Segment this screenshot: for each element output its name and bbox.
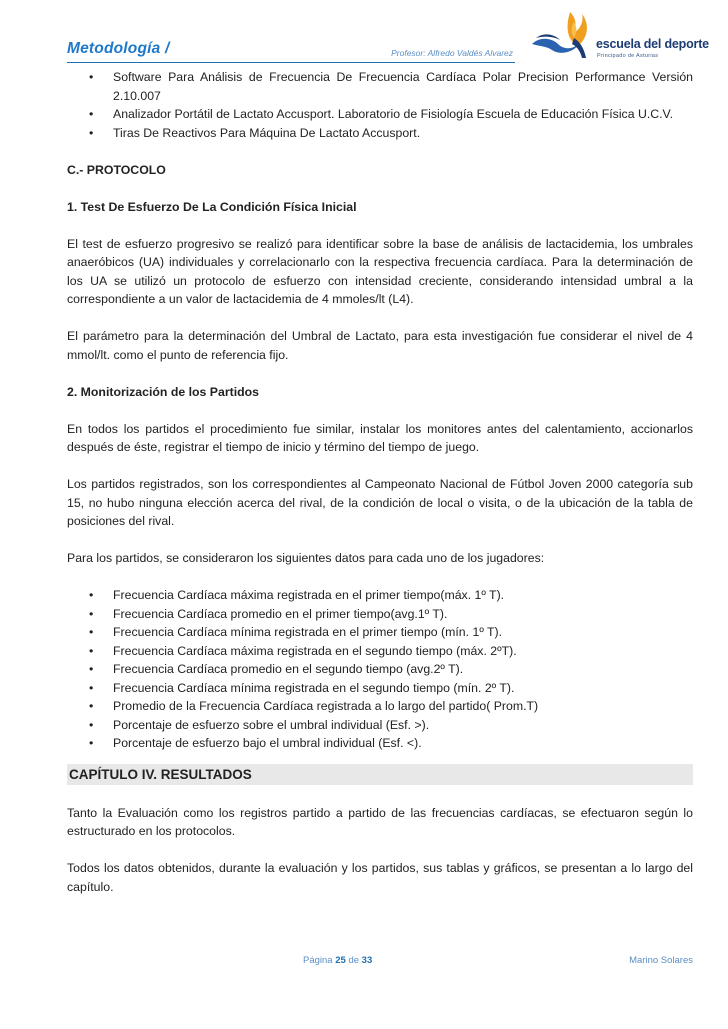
page-header — [67, 40, 515, 63]
bullet-icon: • — [89, 717, 94, 732]
bullet-icon: • — [89, 125, 94, 140]
document-body — [67, 68, 693, 896]
chapter-heading: CAPÍTULO IV. RESULTADOS — [67, 764, 693, 786]
paragraph: Para los partidos, se consideraron los siguientes datos para cada uno de los jugadores: — [67, 551, 545, 565]
bullet-icon: • — [89, 606, 94, 621]
paragraph: Tanto la Evaluación como los registros partido a partido de las frecuencias cardíacas, se efectuaron según lo estructurado en los protocolos. — [67, 805, 693, 838]
paragraph: Todos los datos obtenidos, durante la evaluación y los partidos, sus tablas y gráficos, se presentan a lo largo del capítulo. — [67, 861, 693, 894]
footer-author: Marino Solares — [629, 955, 693, 966]
list-item: • Frecuencia Cardíaca promedio en el segundo tiempo (avg.2º T). — [67, 660, 693, 679]
bullet-icon: • — [89, 625, 94, 639]
page-number: Página 25 de 33 — [303, 955, 373, 966]
list-item: • Analizador Portátil de Lactato Accusport. Laboratorio de Fisiología Escuela de Educación Física U.C.V. — [67, 105, 693, 124]
paragraph: En todos los partidos el procedimiento fue similar, instalar los monitores antes del calentamiento, accionarlos después de éste, registrar el tiempo de inicio y término del tiempo de juego. — [67, 421, 693, 454]
list-item: • Frecuencia Cardíaca máxima registrada en el primer tiempo(máx. 1º T). — [67, 586, 693, 605]
paragraph: El parámetro para la determinación del Umbral de Lactato, para esta investigación fue considerar el nivel de 4 mmol/lt. como el punto de referencia fijo. — [67, 329, 693, 362]
paragraph: Los partidos registrados, son los correspondientes al Campeonato Nacional de Fútbol Joven 2000 categoría sub 15, no hubo ninguna elección acerca del rival, de la condición de local o visita, o de la ubicación de la tabla de posiciones del rival. — [67, 477, 693, 528]
list-item: • Porcentaje de esfuerzo sobre el umbral individual (Esf. >). — [67, 716, 693, 735]
bullet-icon: • — [89, 588, 94, 602]
list-item: • Frecuencia Cardíaca máxima registrada en el segundo tiempo (máx. 2ºT). — [67, 642, 693, 661]
header-professor: Profesor: Alfredo Valdés Alvarez — [391, 48, 513, 58]
list-item: • Tiras De Reactivos Para Máquina De Lactato Accusport. — [67, 124, 693, 143]
bullet-icon: • — [89, 70, 94, 84]
subsection-heading: 1. Test De Esfuerzo De La Condición Física Inicial — [67, 199, 357, 214]
section-heading: C.- PROTOCOLO — [67, 162, 166, 177]
materials-list — [67, 68, 693, 142]
paragraph: El test de esfuerzo progresivo se realizó para identificar sobre la base de análisis de lactacidemia, los umbrales anaeróbicos (UA) individuales y correlacionarlo con la respectiva frecuencia cardíaca. Para la determinación de los UA se utilizó un protocolo de esfuerzo con intensidad creciente, considerando intensidad umbral a la correspondiente a un valor de lactacidemia de 4 mmoles/lt (L4). — [67, 236, 693, 306]
list-item: • Porcentaje de esfuerzo bajo el umbral individual (Esf. <). — [67, 734, 693, 753]
bullet-icon: • — [89, 736, 94, 750]
list-item: • Frecuencia Cardíaca promedio en el primer tiempo(avg.1º T). — [67, 605, 693, 624]
bullet-icon: • — [89, 643, 94, 658]
list-item: • Promedio de la Frecuencia Cardíaca registrada a lo largo del partido( Prom.T) — [67, 697, 693, 716]
list-item: • Software Para Análisis de Frecuencia De Frecuencia Cardíaca Polar Precision Performance Versión 2.10.007 — [89, 70, 693, 103]
data-items-list — [67, 586, 693, 753]
bullet-icon: • — [89, 680, 94, 695]
header-title: Metodología / — [67, 40, 170, 57]
list-item: • Frecuencia Cardíaca mínima registrada en el primer tiempo (mín. 1º T). — [67, 623, 693, 642]
list-item: • Frecuencia Cardíaca mínima registrada en el segundo tiempo (mín. 2º T). — [67, 679, 693, 698]
logo-name: escuela del deporte — [596, 37, 709, 51]
bullet-icon: • — [89, 662, 94, 676]
page-footer — [67, 955, 693, 969]
subsection-heading: 2. Monitorización de los Partidos — [67, 384, 259, 399]
logo-subtitle: Principado de Asturias — [597, 53, 659, 59]
bullet-icon: • — [89, 107, 94, 121]
bullet-icon: • — [89, 699, 94, 713]
